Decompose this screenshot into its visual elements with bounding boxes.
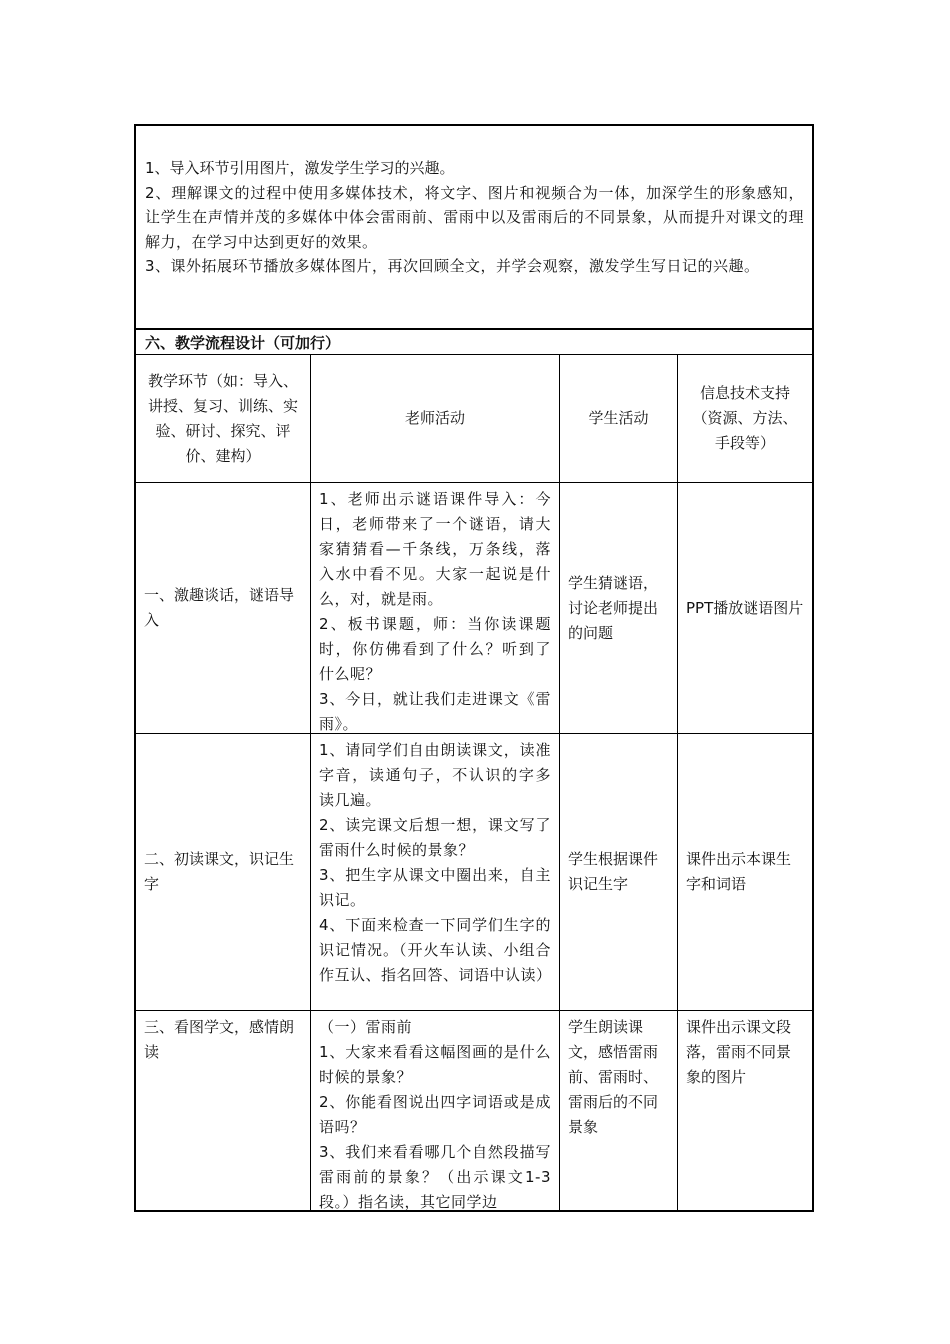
- row-3-teacher-item-3: 2、你能看图说出四字词语或是成语吗？: [319, 1093, 551, 1136]
- row-2-stage: [136, 734, 311, 1011]
- row-2-student-text: 学生根据课件识记生字: [568, 850, 659, 893]
- row-3-teacher-item-4: 3、我们来看看哪几个自然段描写雷雨前的景象？（出示课文1-3段。）指名读，其它同学边: [319, 1143, 551, 1211]
- tech-usage-notes: [136, 126, 812, 328]
- row-1-stage: [136, 483, 311, 734]
- row-3-stage-text: 三、看图学文，感情朗读: [144, 1018, 295, 1061]
- row-3-teacher-item-2: 1、大家来看看这幅图画的是什么时候的景象？: [319, 1043, 551, 1086]
- row-3-tech-text: 课件出示课文段落，雷雨不同景象的图片: [686, 1018, 792, 1086]
- row-1-teacher-item-3: 3、今日，就让我们走进课文《雷雨》。: [319, 690, 551, 733]
- header-teacher-activity: 老师活动: [311, 355, 560, 483]
- row-1-student: [560, 483, 678, 734]
- row-2-tech-text: 课件出示本课生字和词语: [686, 850, 792, 893]
- row-3-teacher: [311, 1011, 560, 1210]
- row-2-teacher-item-2: 2、读完课文后想一想，课文写了雷雨什么时候的景象？: [319, 816, 551, 859]
- header-student-activity: 学生活动: [560, 355, 678, 483]
- row-1-stage-text: 一、激趣谈话，谜语导入: [144, 586, 295, 629]
- lesson-plan-document: [134, 124, 814, 1212]
- row-1-teacher-item-1: 1、老师出示谜语课件导入：今日，老师带来了一个谜语，请大家猜猜看—千条线，万条线，落入水中看不见。大家一起说是什么，对，就是雨。: [319, 490, 551, 608]
- intro-line-3: 3、课外拓展环节播放多媒体图片，再次回顾全文，并学会观察，激发学生写日记的兴趣。: [145, 257, 760, 275]
- header-tech-support: 信息技术支持（资源、方法、手段等）: [678, 355, 812, 483]
- row-2-teacher-item-4: 4、下面来检查一下同学们生字的识记情况。（开火车认读、小组合作互认、指名回答、词语中认读）: [319, 916, 552, 984]
- intro-line-1: 1、导入环节引用图片，激发学生学习的兴趣。: [145, 159, 455, 177]
- row-3-stage: [136, 1011, 311, 1210]
- row-2-teacher: [311, 734, 560, 1011]
- row-1-teacher: [311, 483, 560, 734]
- row-2-teacher-item-1: 1、请同学们自由朗读课文，读准字音，读通句子，不认识的字多读几遍。: [319, 741, 551, 809]
- row-3-tech: [678, 1011, 812, 1210]
- header-stage: 教学环节（如：导入、讲授、复习、训练、实验、研讨、探究、评价、建构）: [136, 355, 311, 483]
- row-1-tech: [678, 483, 812, 734]
- row-2-teacher-item-3: 3、把生字从课文中圈出来，自主识记。: [319, 866, 551, 909]
- row-3-teacher-item-1: （一）雷雨前: [319, 1018, 413, 1036]
- intro-line-2: 2、理解课文的过程中使用多媒体技术，将文字、图片和视频合为一体，加深学生的形象感知，让学生在声情并茂的多媒体中体会雷雨前、雷雨中以及雷雨后的不同景象，从而提升对课文的理解力，在学习中达到更好的效果。: [145, 183, 804, 251]
- row-1-teacher-item-2: 2、板书课题，师：当你读课题时，你仿佛看到了什么？听到了什么呢？: [319, 615, 551, 683]
- row-2-tech: [678, 734, 812, 1011]
- row-3-student-text: 学生朗读课文，感悟雷雨前、雷雨时、雷雨后的不同景象: [568, 1018, 659, 1136]
- section-title: 六、教学流程设计（可加行）: [136, 328, 812, 355]
- row-1-student-text: 学生猜谜语，讨论老师提出的问题: [568, 573, 659, 642]
- row-3-student: [560, 1011, 678, 1210]
- row-2-student: [560, 734, 678, 1011]
- row-2-stage-text: 二、初读课文，识记生字: [144, 850, 295, 893]
- row-1-tech-text: PPT播放谜语图片: [686, 598, 804, 617]
